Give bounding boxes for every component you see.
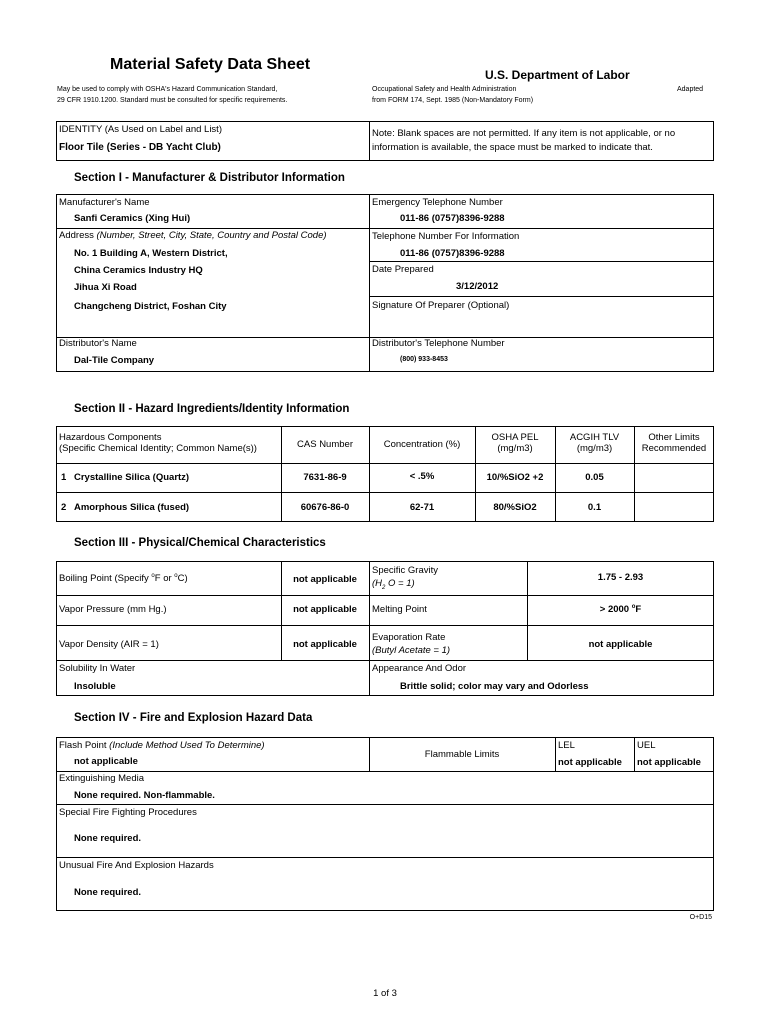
identity-value: Floor Tile (Series - DB Yacht Club) (59, 142, 221, 153)
blank-space-note-line1: Note: Blank spaces are not permitted. If any item is not applicable, or no (372, 128, 676, 139)
distributor-phone-label: Distributor's Telephone Number (372, 338, 505, 349)
section3-title: Section III - Physical/Chemical Characteristics (74, 537, 326, 549)
other-limits-header: Other Limits Recommended (641, 432, 707, 454)
distributor-value: Dal-Tile Company (74, 355, 155, 366)
solubility-value: Insoluble (74, 681, 116, 692)
date-prepared-label: Date Prepared (372, 264, 434, 275)
concentration-header: Concentration (%) (383, 439, 461, 450)
uel-value: not applicable (637, 757, 701, 768)
osha-admin-line: Occupational Safety and Health Administration (372, 86, 517, 93)
appearance-value: Brittle solid; color may vary and Odorless (400, 681, 589, 692)
emergency-phone-label: Emergency Telephone Number (372, 197, 503, 208)
osha-compliance-note-line2: 29 CFR 1910.1200. Standard must be consulted for specific requirements. (57, 97, 288, 104)
page-number: 1 of 3 (373, 988, 397, 999)
distributor-phone-value: (800) 933-8453 (400, 356, 448, 363)
flash-point-value: not applicable (74, 756, 138, 767)
evaporation-rate-hint: (Butyl Acetate = 1) (372, 645, 451, 656)
section1-title: Section I - Manufacturer & Distributor Information (74, 172, 345, 184)
acgih-tlv: 0.05 (585, 472, 604, 483)
uel-label: UEL (637, 740, 656, 751)
cas-header: CAS Number (297, 439, 353, 450)
special-procedures-value: None required. (74, 833, 142, 844)
boiling-point-label: Boiling Point (Specify $^o$F or $^o$C) (59, 573, 188, 585)
row-number: 2 (61, 502, 67, 513)
vapor-density-value: not applicable (293, 639, 357, 650)
info-phone-label: Telephone Number For Information (372, 231, 520, 242)
adapted-label: Adapted (677, 86, 704, 93)
department-name: U.S. Department of Labor (485, 68, 630, 82)
manufacturer-label: Manufacturer's Name (59, 197, 150, 208)
osha-pel: 10/%SiO2 +2 (486, 472, 544, 483)
specific-gravity-hint: ($H_2$ O = 1) (372, 578, 415, 591)
unusual-hazards-value: None required. (74, 887, 142, 898)
melting-point-value: > 2000 $^o$F (599, 604, 642, 616)
signature-label: Signature Of Preparer (Optional) (372, 300, 510, 311)
evaporation-rate-value: not applicable (588, 639, 653, 650)
acgih-tlv-header: ACGIH TLV (mg/m3) (569, 432, 620, 454)
address-line1: No. 1 Building A, Western District, (74, 248, 228, 259)
special-procedures-label: Special Fire Fighting Procedures (59, 807, 197, 818)
cas-number: 7631-86-9 (303, 472, 347, 483)
osha-pel: 80/%SiO2 (493, 502, 537, 513)
address-line4: Changcheng District, Foshan City (74, 301, 227, 312)
form-code: O+D15 (689, 914, 712, 921)
component-name: Crystalline Silica (Quartz) (74, 472, 190, 483)
distributor-label: Distributor's Name (59, 338, 137, 349)
boiling-point-value: not applicable (293, 574, 357, 585)
section4-title: Section IV - Fire and Explosion Hazard Data (74, 712, 313, 724)
lel-value: not applicable (558, 757, 622, 768)
specific-gravity-label: Specific Gravity (372, 565, 438, 576)
flash-point-label: Flash Point (Include Method Used To Determine) (59, 740, 265, 751)
concentration: < .5% (409, 471, 435, 482)
form-reference-line: from FORM 174, Sept. 1985 (Non-Mandatory Form) (372, 97, 534, 104)
melting-point-label: Melting Point (372, 604, 427, 615)
row-number: 1 (61, 472, 67, 483)
specific-gravity-value: 1.75 - 2.93 (597, 572, 644, 583)
component-name: Amorphous Silica (fused) (74, 502, 190, 513)
flammable-limits-label: Flammable Limits (424, 749, 500, 760)
manufacturer-value: Sanfi Ceramics (Xing Hui) (74, 213, 191, 224)
cas-number: 60676-86-0 (300, 502, 350, 513)
emergency-phone-value: 011-86 (0757)8396-9288 (400, 213, 505, 224)
extinguishing-media-value: None required. Non-flammable. (74, 790, 215, 801)
acgih-tlv: 0.1 (587, 502, 602, 513)
components-header: Hazardous Components (Specific Chemical Identity; Common Name(s)) (59, 432, 257, 454)
date-prepared-value: 3/12/2012 (456, 281, 499, 292)
identity-label: IDENTITY (As Used on Label and List) (59, 124, 222, 135)
osha-pel-header: OSHA PEL (mg/m3) (491, 432, 539, 454)
vapor-density-label: Vapor Density (AIR = 1) (59, 639, 159, 650)
address-label: Address (Number, Street, City, State, Country and Postal Code) (59, 230, 327, 241)
extinguishing-media-label: Extinguishing Media (59, 773, 145, 784)
address-line3: Jihua Xi Road (74, 282, 137, 293)
vapor-pressure-value: not applicable (293, 604, 357, 615)
evaporation-rate-label: Evaporation Rate (372, 632, 446, 643)
concentration: 62-71 (409, 502, 435, 513)
unusual-hazards-label: Unusual Fire And Explosion Hazards (59, 860, 214, 871)
osha-compliance-note-line1: May be used to comply with OSHA's Hazard Communication Standard, (57, 86, 278, 93)
blank-space-note-line2: information is available, the space must be marked to indicate that. (372, 142, 653, 153)
solubility-label: Solubility In Water (59, 663, 136, 674)
section2-title: Section II - Hazard Ingredients/Identity Information (74, 403, 350, 415)
info-phone-value: 011-86 (0757)8396-9288 (400, 248, 505, 259)
address-line2: China Ceramics Industry HQ (74, 265, 203, 276)
lel-label: LEL (558, 740, 575, 751)
appearance-label: Appearance And Odor (372, 663, 467, 674)
vapor-pressure-label: Vapor Pressure (mm Hg.) (59, 604, 167, 615)
document-title: Material Safety Data Sheet (110, 56, 311, 73)
